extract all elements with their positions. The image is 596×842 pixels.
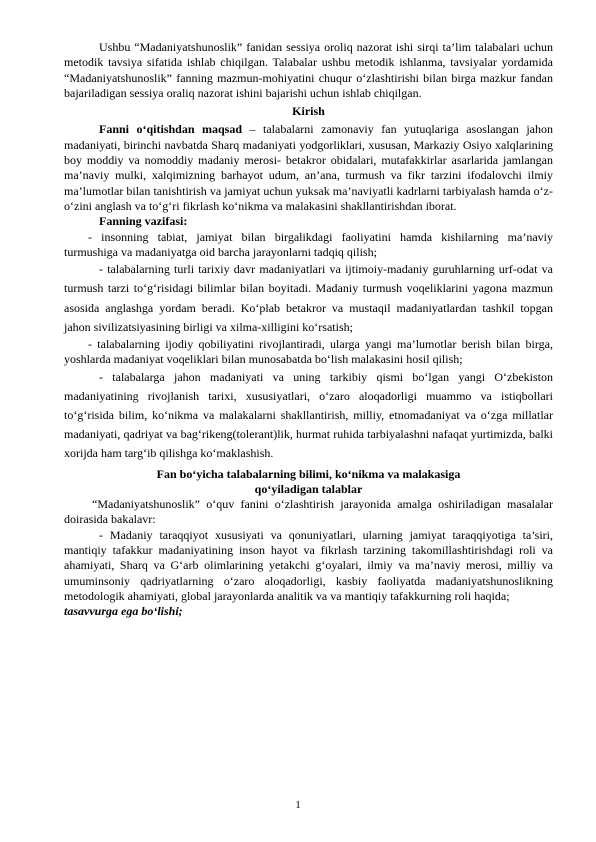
kirish-heading: Kirish bbox=[292, 104, 325, 119]
page-number: 1 bbox=[295, 799, 301, 811]
document-page bbox=[64, 40, 553, 620]
task-item: - talabalarning turli tarixiy davr madaniyatlari va ijtimoiy-madaniy guruhlarning urf-odat va turmush tarzi to‘g‘risidagi bilimlar bilan boyitadi. Madaniy turmush voqeliklarini yagona mazmun asosida anglashga yordam beradi. Ko‘plab betakror va mustaqil madaniyatlardan tashkil topgan jahon sivilizatsiyasining birligi va xilma-xilligini ko‘rsatish; bbox=[64, 262, 553, 334]
closing-line: tasavvurga ega bo‘lishi; bbox=[64, 604, 183, 619]
task-item: - talabalarning ijodiy qobiliyatini rivojlantiradi, ularga yangi ma’lumotlar berish bilan birga, yoshlarda madaniyat voqeliklari bilan munosabatda bo‘lish malakasini hosil qilish; bbox=[64, 336, 553, 367]
requirements-heading-line-1: Fan bo‘yicha talabalarning bilimi, ko‘nikma va malakasiga bbox=[156, 466, 461, 481]
task-item: - talabalarga jahon madaniyati va uning tarkibiy qismi bo‘lgan yangi O‘zbekiston madaniyatining rivojlanish tarixi, xususiyatlari, o‘zaro aloqadorligi muammo va istiqbollari to‘g‘risida bilim, ko‘nikma va malakalarni shakllantirish, milliy, etnomadaniyat va o‘zga millatlar madaniyati, qadriyat va bag‘rikeng(tolerant)lik, hurmat ruhida tarbiyalashni nafaqat yurtimizda, balki xorijda ham targ‘ib qilishga ko‘maklashish. bbox=[64, 369, 553, 461]
goal-label: Fanni o‘qitishdan maqsad bbox=[99, 122, 243, 137]
tasks-heading: Fanning vazifasi: bbox=[99, 214, 188, 229]
intro-paragraph: Ushbu “Madaniyatshunoslik” fanidan sessiya oroliq nazorat ishi sirqi ta’lim talabalari uchun metodik tavsiya sifatida ishlab chiqilgan. Talabalar ushbu metodik ishlanma, tavsiyalar yordamida “Madaniyatshunoslik” fanning mazmun-mohiyatini chuqur o‘zlashtirishi bilan birga mazkur fandan bajariladigan sessiya oraliq nazorat ishini bajarishi uchun ishlab chiqilgan. bbox=[64, 40, 553, 100]
task-item: - insonning tabiat, jamiyat bilan birgalikdagi faoliyatini hamda kishilarning ma’naviy turmushiga va madaniyatga oid barcha jarayonlarni tadqiq qilish; bbox=[64, 229, 553, 259]
requirements-item: - Madaniy taraqqiyot xususiyati va qonuniyatlari, ularning jamiyat taraqqiyotiga ta’siri, mantiqiy tafakkur madaniyatining inson hayot va fikrlash tarzining takomillashtirishdagi roli va ahamiyati, Sharq va G‘arb olimlarining yetakchi g‘oyalari, ilmiy va ma’naviy merosi, milliy va umuminsoniy qadriyatlarning o‘zaro aloqadorligi, kasbiy faoliyatda madaniyatshunoslikning metodologik ahamiyati, global jarayonlarda analitik va va mantiqiy tafakkurning roli haqida; bbox=[64, 527, 553, 603]
goal-paragraph bbox=[64, 122, 553, 214]
goal-text: – talabalarni zamonaviy fan yutuqlariga asoslangan jahon madaniyati, birinchi navbatda Sharq madaniyati yodgorliklari, xususan, Markaziy Osiyo xalqlarining boy moddiy va nomoddiy madaniy merosi- betakror obidalari, mutafakkirlar asarlarida jamlangan ma’naviy mulki, xalqimizning barhayot udum, an’ana, turmush va fikr tarzini ifodalovchi ilmiy ma’lumotlar bilan tanishtirish va jamiyat uchun yuksak ma’naviyatli kadrlarni tarbiyalash hamda o‘z-o‘zini anglash va to‘g‘ri fikrlash ko‘nikma va malakasini shakllantirishdan iborat. bbox=[64, 122, 553, 213]
requirements-intro: “Madaniyatshunoslik” o‘quv fanini o‘zlashtirish jarayonida amalga oshiriladigan masalalar doirasida bakalavr: bbox=[64, 497, 553, 527]
requirements-heading-line-2: qo‘yiladigan talablar bbox=[254, 481, 363, 496]
